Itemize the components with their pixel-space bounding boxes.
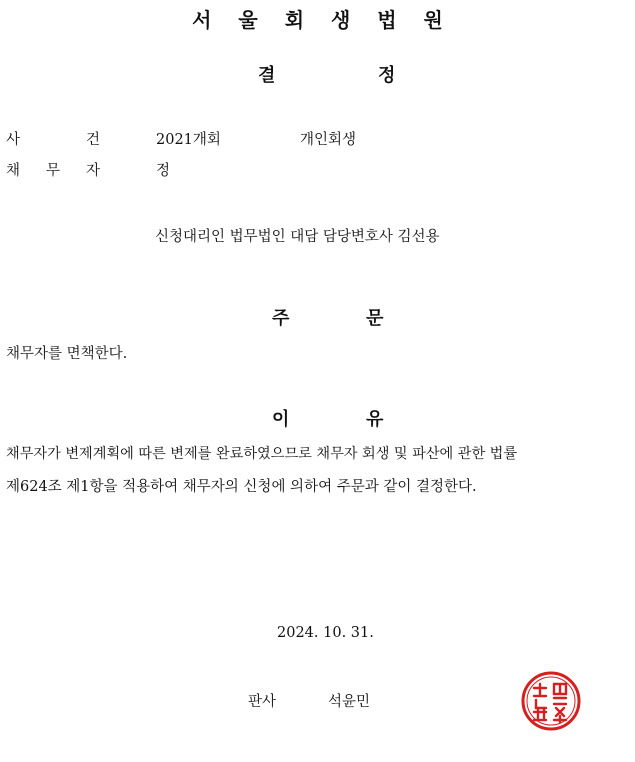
case-label-1: 사: [6, 132, 21, 148]
debtor-label-2: 무: [46, 163, 61, 179]
debtor-label-1: 채: [6, 163, 21, 179]
order-text: 채무자를 면책한다.: [6, 346, 128, 362]
debtor-label-3: 자: [86, 163, 101, 179]
debtor-name: 정: [156, 163, 171, 179]
reason-heading-left: 이: [272, 409, 290, 430]
order-heading-right: 문: [366, 308, 384, 329]
doc-title-right: 정: [378, 65, 396, 86]
court-name: 서 울 회 생 법 원: [192, 8, 453, 32]
court-seal-stamp-icon: [520, 670, 582, 732]
doc-title-left: 결: [258, 65, 276, 86]
case-type: 개인회생: [300, 132, 357, 148]
reason-heading-right: 유: [366, 409, 384, 430]
judge-title: 판사: [248, 694, 277, 710]
reason-line-2: 제624조 제1항을 적용하여 채무자의 신청에 의하여 주문과 같이 결정한다.: [6, 479, 477, 495]
order-heading-left: 주: [272, 308, 290, 329]
representative: 신청대리인 법무법인 대담 담당변호사 김선용: [155, 229, 440, 245]
decision-date: 2024. 10. 31.: [277, 625, 374, 641]
case-label-2: 건: [86, 132, 101, 148]
case-number: 2021개회: [156, 132, 221, 148]
reason-line-1: 채무자가 변제계획에 따른 변제를 완료하였으므로 채무자 회생 및 파산에 관한 법률: [6, 446, 518, 462]
judge-name: 석윤민: [328, 694, 371, 710]
